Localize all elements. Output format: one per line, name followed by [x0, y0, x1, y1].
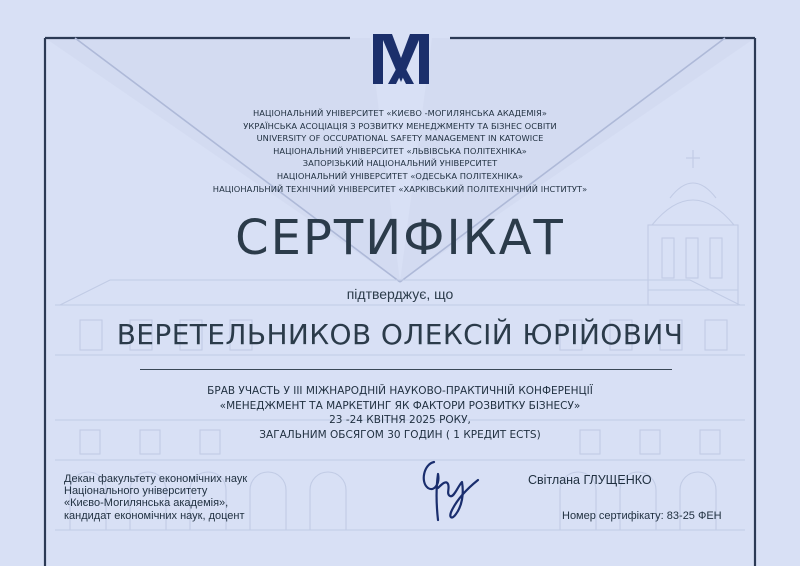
certificate-number: Номер сертифікату: 83-25 ФЕН: [562, 510, 722, 522]
dean-line: кандидат економічних наук, доцент: [64, 509, 245, 522]
dean-line: Національного університету: [64, 485, 208, 498]
recipient-name: ВЕРЕТЕЛЬНИКОВ ОЛЕКСІЙ ЮРІЙОВИЧ: [116, 318, 684, 351]
dean-title-block: [64, 473, 344, 522]
monogram-km-icon: [370, 30, 432, 88]
event-line: БРАВ УЧАСТЬ У ІІІ МІЖНАРОДНІЙ НАУКОВО-ПРАКТИЧНІЙ КОНФЕРЕНЦІЇ: [207, 385, 593, 397]
organizer-line: НАЦІОНАЛЬНИЙ УНІВЕРСИТЕТ «ЛЬВІВСЬКА ПОЛІТЕХНІКА»: [273, 145, 527, 156]
organizer-line: НАЦІОНАЛЬНИЙ УНІВЕРСИТЕТ «ОДЕСЬКА ПОЛІТЕХНІКА»: [276, 170, 524, 181]
signer-name: Світлана ГЛУЩЕНКО: [528, 473, 652, 487]
confirms-text: підтверджує, що: [346, 286, 454, 302]
event-line: ЗАГАЛЬНИМ ОБСЯГОМ 30 ГОДИН ( 1 КРЕДИТ ECTS): [259, 428, 541, 441]
name-underline: [140, 369, 672, 370]
handwritten-signature-icon: [412, 454, 484, 524]
dean-line: «Києво-Могилянська академія»,: [64, 497, 229, 510]
dean-line: Декан факультету економічних наук: [64, 473, 248, 485]
organizer-line: НАЦІОНАЛЬНИЙ ТЕХНІЧНИЙ УНІВЕРСИТЕТ «ХАРКІВСЬКИЙ ПОЛІТЕХНІЧНИЙ ІНСТИТУТ»: [212, 183, 588, 194]
organizer-line: НАЦІОНАЛЬНИЙ УНІВЕРСИТЕТ «КИЄВО -МОГИЛЯНСЬКА АКАДЕМІЯ»: [253, 108, 547, 118]
event-description: [0, 384, 800, 442]
organizers-list: [0, 107, 800, 195]
certificate-title: СЕРТИФІКАТ: [235, 210, 565, 266]
organizer-line: ЗАПОРІЗЬКИЙ НАЦІОНАЛЬНИЙ УНІВЕРСИТЕТ: [302, 158, 498, 169]
event-line: 23 -24 КВІТНЯ 2025 РОКУ,: [329, 414, 471, 426]
event-line: «МЕНЕДЖМЕНТ ТА МАРКЕТИНГ ЯК ФАКТОРИ РОЗВИТКУ БІЗНЕСУ»: [219, 399, 581, 412]
organizer-line: УКРАЇНСЬКА АСОЦІАЦІЯ З РОЗВИТКУ МЕНЕДЖМЕНТУ ТА БІЗНЕС ОСВІТИ: [243, 120, 557, 131]
organizer-line: UNIVERSITY OF OCCUPATIONAL SAFETY MANAGEMENT IN KATOWICE: [256, 133, 544, 144]
